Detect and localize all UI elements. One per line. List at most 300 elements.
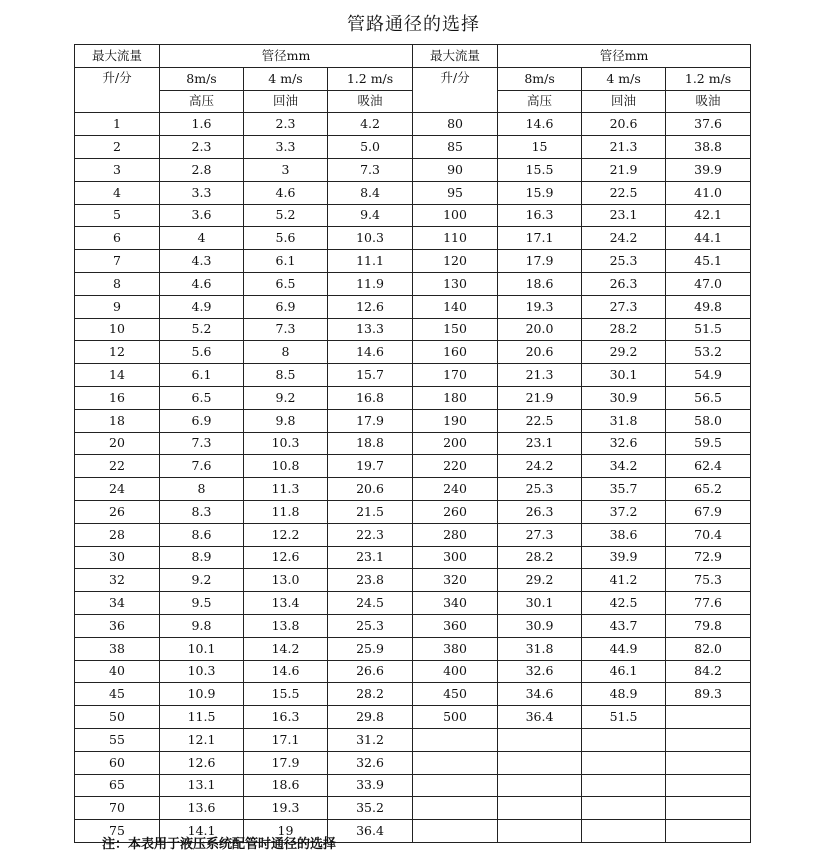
cell-left-flow: 30 bbox=[75, 546, 160, 569]
cell-right-suction-oil: 56.5 bbox=[666, 386, 751, 409]
cell-right-return-oil: 29.2 bbox=[582, 341, 666, 364]
cell-right-flow: 140 bbox=[413, 295, 498, 318]
cell-left-high-pressure: 12.6 bbox=[160, 751, 244, 774]
cell-left-return-oil: 3 bbox=[244, 158, 328, 181]
header-use-return-oil-right: 回油 bbox=[582, 90, 666, 113]
cell-right-return-oil: 25.3 bbox=[582, 250, 666, 273]
cell-right-suction-oil bbox=[666, 728, 751, 751]
cell-left-high-pressure: 7.6 bbox=[160, 455, 244, 478]
cell-left-flow: 9 bbox=[75, 295, 160, 318]
cell-right-suction-oil: 41.0 bbox=[666, 181, 751, 204]
cell-right-high-pressure: 26.3 bbox=[498, 500, 582, 523]
cell-left-flow: 60 bbox=[75, 751, 160, 774]
cell-left-flow: 18 bbox=[75, 409, 160, 432]
cell-right-suction-oil: 47.0 bbox=[666, 272, 751, 295]
cell-left-flow: 45 bbox=[75, 683, 160, 706]
cell-right-suction-oil: 38.8 bbox=[666, 136, 751, 159]
cell-left-suction-oil: 31.2 bbox=[328, 728, 413, 751]
cell-right-high-pressure: 31.8 bbox=[498, 637, 582, 660]
header-row-1 bbox=[75, 45, 751, 68]
cell-left-high-pressure: 10.3 bbox=[160, 660, 244, 683]
table-row bbox=[75, 113, 751, 136]
cell-right-return-oil: 26.3 bbox=[582, 272, 666, 295]
cell-left-suction-oil: 5.0 bbox=[328, 136, 413, 159]
cell-left-high-pressure: 11.5 bbox=[160, 706, 244, 729]
cell-right-flow: 240 bbox=[413, 478, 498, 501]
cell-right-return-oil: 39.9 bbox=[582, 546, 666, 569]
cell-left-high-pressure: 9.2 bbox=[160, 569, 244, 592]
header-use-suction-oil: 吸油 bbox=[328, 90, 413, 113]
cell-right-high-pressure bbox=[498, 774, 582, 797]
cell-right-high-pressure: 14.6 bbox=[498, 113, 582, 136]
table-row bbox=[75, 409, 751, 432]
pipe-diameter-table bbox=[74, 44, 751, 843]
cell-left-return-oil: 9.8 bbox=[244, 409, 328, 432]
cell-left-return-oil: 7.3 bbox=[244, 318, 328, 341]
cell-left-suction-oil: 36.4 bbox=[328, 820, 413, 843]
cell-left-flow: 20 bbox=[75, 432, 160, 455]
cell-left-high-pressure: 8 bbox=[160, 478, 244, 501]
cell-right-return-oil bbox=[582, 797, 666, 820]
cell-left-return-oil: 5.2 bbox=[244, 204, 328, 227]
table-row bbox=[75, 295, 751, 318]
cell-right-suction-oil: 53.2 bbox=[666, 341, 751, 364]
cell-right-suction-oil bbox=[666, 774, 751, 797]
header-speed-return: 4 m/s bbox=[244, 67, 328, 90]
cell-left-suction-oil: 23.1 bbox=[328, 546, 413, 569]
cell-right-flow bbox=[413, 774, 498, 797]
cell-left-flow: 34 bbox=[75, 592, 160, 615]
cell-right-suction-oil: 89.3 bbox=[666, 683, 751, 706]
cell-left-high-pressure: 10.1 bbox=[160, 637, 244, 660]
cell-left-flow: 70 bbox=[75, 797, 160, 820]
cell-left-suction-oil: 28.2 bbox=[328, 683, 413, 706]
cell-right-high-pressure: 28.2 bbox=[498, 546, 582, 569]
cell-left-high-pressure: 5.2 bbox=[160, 318, 244, 341]
cell-left-high-pressure: 5.6 bbox=[160, 341, 244, 364]
cell-left-flow: 26 bbox=[75, 500, 160, 523]
cell-left-flow: 5 bbox=[75, 204, 160, 227]
cell-left-return-oil: 10.8 bbox=[244, 455, 328, 478]
cell-right-return-oil: 28.2 bbox=[582, 318, 666, 341]
cell-left-high-pressure: 12.1 bbox=[160, 728, 244, 751]
cell-left-return-oil: 8.5 bbox=[244, 364, 328, 387]
cell-right-flow: 120 bbox=[413, 250, 498, 273]
cell-left-high-pressure: 4.9 bbox=[160, 295, 244, 318]
table-row bbox=[75, 592, 751, 615]
cell-left-suction-oil: 14.6 bbox=[328, 341, 413, 364]
cell-left-suction-oil: 25.9 bbox=[328, 637, 413, 660]
cell-left-suction-oil: 11.9 bbox=[328, 272, 413, 295]
cell-right-flow: 400 bbox=[413, 660, 498, 683]
cell-left-return-oil: 4.6 bbox=[244, 181, 328, 204]
cell-right-flow: 85 bbox=[413, 136, 498, 159]
cell-left-return-oil: 12.6 bbox=[244, 546, 328, 569]
table-row bbox=[75, 227, 751, 250]
cell-right-flow: 160 bbox=[413, 341, 498, 364]
header-speed-suction-right: 1.2 m/s bbox=[666, 67, 751, 90]
header-speed-high: 8m/s bbox=[160, 67, 244, 90]
cell-left-high-pressure: 2.3 bbox=[160, 136, 244, 159]
cell-right-return-oil bbox=[582, 728, 666, 751]
cell-right-high-pressure: 36.4 bbox=[498, 706, 582, 729]
cell-right-return-oil: 43.7 bbox=[582, 614, 666, 637]
cell-right-flow: 220 bbox=[413, 455, 498, 478]
cell-right-suction-oil: 67.9 bbox=[666, 500, 751, 523]
cell-right-high-pressure: 29.2 bbox=[498, 569, 582, 592]
cell-left-flow: 14 bbox=[75, 364, 160, 387]
cell-left-high-pressure: 9.8 bbox=[160, 614, 244, 637]
cell-left-high-pressure: 8.9 bbox=[160, 546, 244, 569]
header-speed-high-right: 8m/s bbox=[498, 67, 582, 90]
cell-right-suction-oil bbox=[666, 706, 751, 729]
cell-left-return-oil: 9.2 bbox=[244, 386, 328, 409]
cell-right-flow: 260 bbox=[413, 500, 498, 523]
cell-right-flow bbox=[413, 751, 498, 774]
cell-left-high-pressure: 3.6 bbox=[160, 204, 244, 227]
cell-right-high-pressure: 15 bbox=[498, 136, 582, 159]
table-row bbox=[75, 455, 751, 478]
cell-right-flow: 500 bbox=[413, 706, 498, 729]
cell-right-flow: 170 bbox=[413, 364, 498, 387]
cell-left-flow: 28 bbox=[75, 523, 160, 546]
cell-right-high-pressure: 17.9 bbox=[498, 250, 582, 273]
table-row bbox=[75, 751, 751, 774]
cell-left-return-oil: 18.6 bbox=[244, 774, 328, 797]
cell-left-return-oil: 10.3 bbox=[244, 432, 328, 455]
cell-left-flow: 38 bbox=[75, 637, 160, 660]
table-row bbox=[75, 683, 751, 706]
cell-left-flow: 3 bbox=[75, 158, 160, 181]
cell-right-flow: 380 bbox=[413, 637, 498, 660]
cell-left-suction-oil: 17.9 bbox=[328, 409, 413, 432]
cell-right-high-pressure: 27.3 bbox=[498, 523, 582, 546]
cell-right-high-pressure: 18.6 bbox=[498, 272, 582, 295]
cell-right-flow: 360 bbox=[413, 614, 498, 637]
cell-right-return-oil: 48.9 bbox=[582, 683, 666, 706]
cell-left-flow: 2 bbox=[75, 136, 160, 159]
cell-left-flow: 1 bbox=[75, 113, 160, 136]
table-row bbox=[75, 614, 751, 637]
cell-right-return-oil: 35.7 bbox=[582, 478, 666, 501]
cell-right-high-pressure: 30.1 bbox=[498, 592, 582, 615]
table-row bbox=[75, 569, 751, 592]
cell-left-return-oil: 11.3 bbox=[244, 478, 328, 501]
cell-left-high-pressure: 14.1 bbox=[160, 820, 244, 843]
cell-right-suction-oil: 49.8 bbox=[666, 295, 751, 318]
cell-left-suction-oil: 9.4 bbox=[328, 204, 413, 227]
cell-left-suction-oil: 10.3 bbox=[328, 227, 413, 250]
header-pipe-diameter: 管径mm bbox=[160, 45, 413, 68]
cell-left-suction-oil: 12.6 bbox=[328, 295, 413, 318]
cell-left-return-oil: 12.2 bbox=[244, 523, 328, 546]
cell-left-return-oil: 6.9 bbox=[244, 295, 328, 318]
cell-right-flow: 100 bbox=[413, 204, 498, 227]
cell-right-suction-oil: 44.1 bbox=[666, 227, 751, 250]
cell-right-suction-oil: 82.0 bbox=[666, 637, 751, 660]
cell-left-return-oil: 16.3 bbox=[244, 706, 328, 729]
cell-right-flow: 300 bbox=[413, 546, 498, 569]
cell-right-suction-oil: 70.4 bbox=[666, 523, 751, 546]
cell-right-suction-oil bbox=[666, 751, 751, 774]
cell-right-high-pressure: 21.9 bbox=[498, 386, 582, 409]
cell-left-high-pressure: 9.5 bbox=[160, 592, 244, 615]
cell-left-suction-oil: 4.2 bbox=[328, 113, 413, 136]
cell-right-suction-oil: 54.9 bbox=[666, 364, 751, 387]
cell-right-flow bbox=[413, 728, 498, 751]
cell-left-flow: 50 bbox=[75, 706, 160, 729]
cell-right-return-oil: 32.6 bbox=[582, 432, 666, 455]
cell-right-high-pressure: 16.3 bbox=[498, 204, 582, 227]
cell-right-suction-oil: 75.3 bbox=[666, 569, 751, 592]
table-row bbox=[75, 706, 751, 729]
cell-left-return-oil: 6.5 bbox=[244, 272, 328, 295]
cell-right-return-oil: 30.1 bbox=[582, 364, 666, 387]
table-row bbox=[75, 341, 751, 364]
header-max-flow: 最大流量 bbox=[75, 45, 160, 68]
cell-right-high-pressure bbox=[498, 728, 582, 751]
table-row bbox=[75, 774, 751, 797]
cell-right-high-pressure: 25.3 bbox=[498, 478, 582, 501]
cell-left-high-pressure: 6.1 bbox=[160, 364, 244, 387]
cell-right-return-oil: 44.9 bbox=[582, 637, 666, 660]
page-title: 管路通径的选择 bbox=[347, 14, 480, 35]
header-speed-suction: 1.2 m/s bbox=[328, 67, 413, 90]
cell-right-high-pressure: 30.9 bbox=[498, 614, 582, 637]
table-row bbox=[75, 181, 751, 204]
cell-left-flow: 7 bbox=[75, 250, 160, 273]
cell-right-high-pressure: 22.5 bbox=[498, 409, 582, 432]
cell-left-return-oil: 11.8 bbox=[244, 500, 328, 523]
cell-left-return-oil: 17.1 bbox=[244, 728, 328, 751]
cell-left-suction-oil: 15.7 bbox=[328, 364, 413, 387]
cell-right-flow: 450 bbox=[413, 683, 498, 706]
cell-right-return-oil: 21.3 bbox=[582, 136, 666, 159]
cell-left-flow: 8 bbox=[75, 272, 160, 295]
cell-left-high-pressure: 4.6 bbox=[160, 272, 244, 295]
cell-right-suction-oil: 72.9 bbox=[666, 546, 751, 569]
cell-right-return-oil bbox=[582, 774, 666, 797]
cell-right-high-pressure: 21.3 bbox=[498, 364, 582, 387]
cell-right-flow: 200 bbox=[413, 432, 498, 455]
header-pipe-diameter-right: 管径mm bbox=[498, 45, 751, 68]
header-use-suction-oil-right: 吸油 bbox=[666, 90, 751, 113]
cell-right-high-pressure: 17.1 bbox=[498, 227, 582, 250]
cell-left-suction-oil: 8.4 bbox=[328, 181, 413, 204]
table-row bbox=[75, 158, 751, 181]
table-row bbox=[75, 318, 751, 341]
cell-right-flow: 180 bbox=[413, 386, 498, 409]
cell-left-high-pressure: 4.3 bbox=[160, 250, 244, 273]
cell-right-suction-oil: 45.1 bbox=[666, 250, 751, 273]
table-row bbox=[75, 364, 751, 387]
cell-left-flow: 55 bbox=[75, 728, 160, 751]
cell-left-return-oil: 19 bbox=[244, 820, 328, 843]
cell-right-flow: 110 bbox=[413, 227, 498, 250]
cell-right-high-pressure: 24.2 bbox=[498, 455, 582, 478]
cell-right-flow: 280 bbox=[413, 523, 498, 546]
cell-left-high-pressure: 6.5 bbox=[160, 386, 244, 409]
cell-right-return-oil: 21.9 bbox=[582, 158, 666, 181]
cell-left-high-pressure: 7.3 bbox=[160, 432, 244, 455]
cell-left-high-pressure: 1.6 bbox=[160, 113, 244, 136]
header-use-high-pressure-right: 高压 bbox=[498, 90, 582, 113]
cell-right-high-pressure bbox=[498, 797, 582, 820]
cell-right-flow: 90 bbox=[413, 158, 498, 181]
cell-left-suction-oil: 13.3 bbox=[328, 318, 413, 341]
cell-right-return-oil: 30.9 bbox=[582, 386, 666, 409]
cell-left-flow: 6 bbox=[75, 227, 160, 250]
cell-left-suction-oil: 24.5 bbox=[328, 592, 413, 615]
header-speed-return-right: 4 m/s bbox=[582, 67, 666, 90]
cell-left-suction-oil: 7.3 bbox=[328, 158, 413, 181]
header-unit: 升/分 bbox=[75, 67, 160, 113]
cell-left-suction-oil: 25.3 bbox=[328, 614, 413, 637]
cell-left-return-oil: 17.9 bbox=[244, 751, 328, 774]
cell-left-flow: 36 bbox=[75, 614, 160, 637]
cell-left-flow: 32 bbox=[75, 569, 160, 592]
cell-left-suction-oil: 21.5 bbox=[328, 500, 413, 523]
cell-right-high-pressure: 23.1 bbox=[498, 432, 582, 455]
cell-right-flow: 95 bbox=[413, 181, 498, 204]
cell-right-high-pressure: 34.6 bbox=[498, 683, 582, 706]
table-row bbox=[75, 204, 751, 227]
cell-left-return-oil: 14.2 bbox=[244, 637, 328, 660]
cell-left-high-pressure: 8.6 bbox=[160, 523, 244, 546]
cell-right-high-pressure bbox=[498, 820, 582, 843]
cell-right-return-oil: 24.2 bbox=[582, 227, 666, 250]
cell-right-high-pressure: 32.6 bbox=[498, 660, 582, 683]
cell-right-suction-oil: 77.6 bbox=[666, 592, 751, 615]
cell-right-return-oil: 20.6 bbox=[582, 113, 666, 136]
cell-right-return-oil: 23.1 bbox=[582, 204, 666, 227]
cell-right-suction-oil: 37.6 bbox=[666, 113, 751, 136]
cell-left-suction-oil: 18.8 bbox=[328, 432, 413, 455]
cell-left-high-pressure: 13.1 bbox=[160, 774, 244, 797]
cell-right-suction-oil: 59.5 bbox=[666, 432, 751, 455]
cell-right-return-oil: 31.8 bbox=[582, 409, 666, 432]
cell-right-return-oil: 27.3 bbox=[582, 295, 666, 318]
table-row bbox=[75, 546, 751, 569]
cell-right-return-oil: 41.2 bbox=[582, 569, 666, 592]
cell-left-flow: 16 bbox=[75, 386, 160, 409]
table-row bbox=[75, 432, 751, 455]
cell-left-suction-oil: 26.6 bbox=[328, 660, 413, 683]
table-row bbox=[75, 250, 751, 273]
cell-right-suction-oil: 79.8 bbox=[666, 614, 751, 637]
cell-left-return-oil: 3.3 bbox=[244, 136, 328, 159]
cell-left-suction-oil: 11.1 bbox=[328, 250, 413, 273]
cell-left-return-oil: 5.6 bbox=[244, 227, 328, 250]
table-row bbox=[75, 136, 751, 159]
cell-right-return-oil bbox=[582, 751, 666, 774]
cell-right-flow: 150 bbox=[413, 318, 498, 341]
cell-right-flow bbox=[413, 797, 498, 820]
cell-left-return-oil: 2.3 bbox=[244, 113, 328, 136]
cell-right-return-oil bbox=[582, 820, 666, 843]
cell-right-return-oil: 37.2 bbox=[582, 500, 666, 523]
cell-right-suction-oil: 51.5 bbox=[666, 318, 751, 341]
table-row bbox=[75, 272, 751, 295]
cell-left-high-pressure: 13.6 bbox=[160, 797, 244, 820]
cell-right-flow: 320 bbox=[413, 569, 498, 592]
cell-right-flow: 80 bbox=[413, 113, 498, 136]
cell-left-flow: 12 bbox=[75, 341, 160, 364]
cell-right-high-pressure: 19.3 bbox=[498, 295, 582, 318]
header-max-flow-right: 最大流量 bbox=[413, 45, 498, 68]
cell-left-return-oil: 14.6 bbox=[244, 660, 328, 683]
cell-left-high-pressure: 6.9 bbox=[160, 409, 244, 432]
cell-left-return-oil: 13.8 bbox=[244, 614, 328, 637]
cell-left-high-pressure: 2.8 bbox=[160, 158, 244, 181]
cell-right-return-oil: 51.5 bbox=[582, 706, 666, 729]
cell-left-flow: 65 bbox=[75, 774, 160, 797]
cell-right-high-pressure: 20.0 bbox=[498, 318, 582, 341]
cell-left-return-oil: 13.4 bbox=[244, 592, 328, 615]
cell-left-return-oil: 19.3 bbox=[244, 797, 328, 820]
cell-right-suction-oil: 42.1 bbox=[666, 204, 751, 227]
cell-right-suction-oil: 62.4 bbox=[666, 455, 751, 478]
cell-left-suction-oil: 22.3 bbox=[328, 523, 413, 546]
cell-left-high-pressure: 4 bbox=[160, 227, 244, 250]
cell-left-high-pressure: 10.9 bbox=[160, 683, 244, 706]
footnote: 注：本表用于液压系统配管时通径的选择 bbox=[102, 837, 337, 852]
cell-left-flow: 4 bbox=[75, 181, 160, 204]
table-row bbox=[75, 797, 751, 820]
cell-left-flow: 40 bbox=[75, 660, 160, 683]
cell-right-suction-oil: 84.2 bbox=[666, 660, 751, 683]
cell-left-suction-oil: 32.6 bbox=[328, 751, 413, 774]
cell-right-return-oil: 38.6 bbox=[582, 523, 666, 546]
cell-right-suction-oil: 39.9 bbox=[666, 158, 751, 181]
header-use-high-pressure: 高压 bbox=[160, 90, 244, 113]
cell-right-high-pressure: 15.5 bbox=[498, 158, 582, 181]
table-row bbox=[75, 523, 751, 546]
cell-left-flow: 22 bbox=[75, 455, 160, 478]
cell-right-flow bbox=[413, 820, 498, 843]
cell-left-flow: 10 bbox=[75, 318, 160, 341]
cell-right-suction-oil: 65.2 bbox=[666, 478, 751, 501]
cell-left-return-oil: 8 bbox=[244, 341, 328, 364]
cell-left-suction-oil: 20.6 bbox=[328, 478, 413, 501]
cell-right-flow: 340 bbox=[413, 592, 498, 615]
cell-left-return-oil: 13.0 bbox=[244, 569, 328, 592]
cell-left-high-pressure: 8.3 bbox=[160, 500, 244, 523]
table-row bbox=[75, 728, 751, 751]
cell-left-suction-oil: 16.8 bbox=[328, 386, 413, 409]
cell-right-suction-oil bbox=[666, 820, 751, 843]
header-row-2 bbox=[75, 67, 751, 90]
table-row bbox=[75, 660, 751, 683]
table-row bbox=[75, 386, 751, 409]
cell-left-suction-oil: 33.9 bbox=[328, 774, 413, 797]
cell-right-high-pressure: 20.6 bbox=[498, 341, 582, 364]
cell-right-suction-oil bbox=[666, 797, 751, 820]
header-use-return-oil: 回油 bbox=[244, 90, 328, 113]
cell-left-flow: 24 bbox=[75, 478, 160, 501]
cell-left-high-pressure: 3.3 bbox=[160, 181, 244, 204]
cell-left-return-oil: 15.5 bbox=[244, 683, 328, 706]
table-row bbox=[75, 500, 751, 523]
cell-right-return-oil: 34.2 bbox=[582, 455, 666, 478]
cell-left-suction-oil: 29.8 bbox=[328, 706, 413, 729]
cell-right-flow: 130 bbox=[413, 272, 498, 295]
table-row bbox=[75, 637, 751, 660]
cell-right-return-oil: 42.5 bbox=[582, 592, 666, 615]
cell-right-return-oil: 46.1 bbox=[582, 660, 666, 683]
header-unit-right: 升/分 bbox=[413, 67, 498, 113]
cell-right-suction-oil: 58.0 bbox=[666, 409, 751, 432]
